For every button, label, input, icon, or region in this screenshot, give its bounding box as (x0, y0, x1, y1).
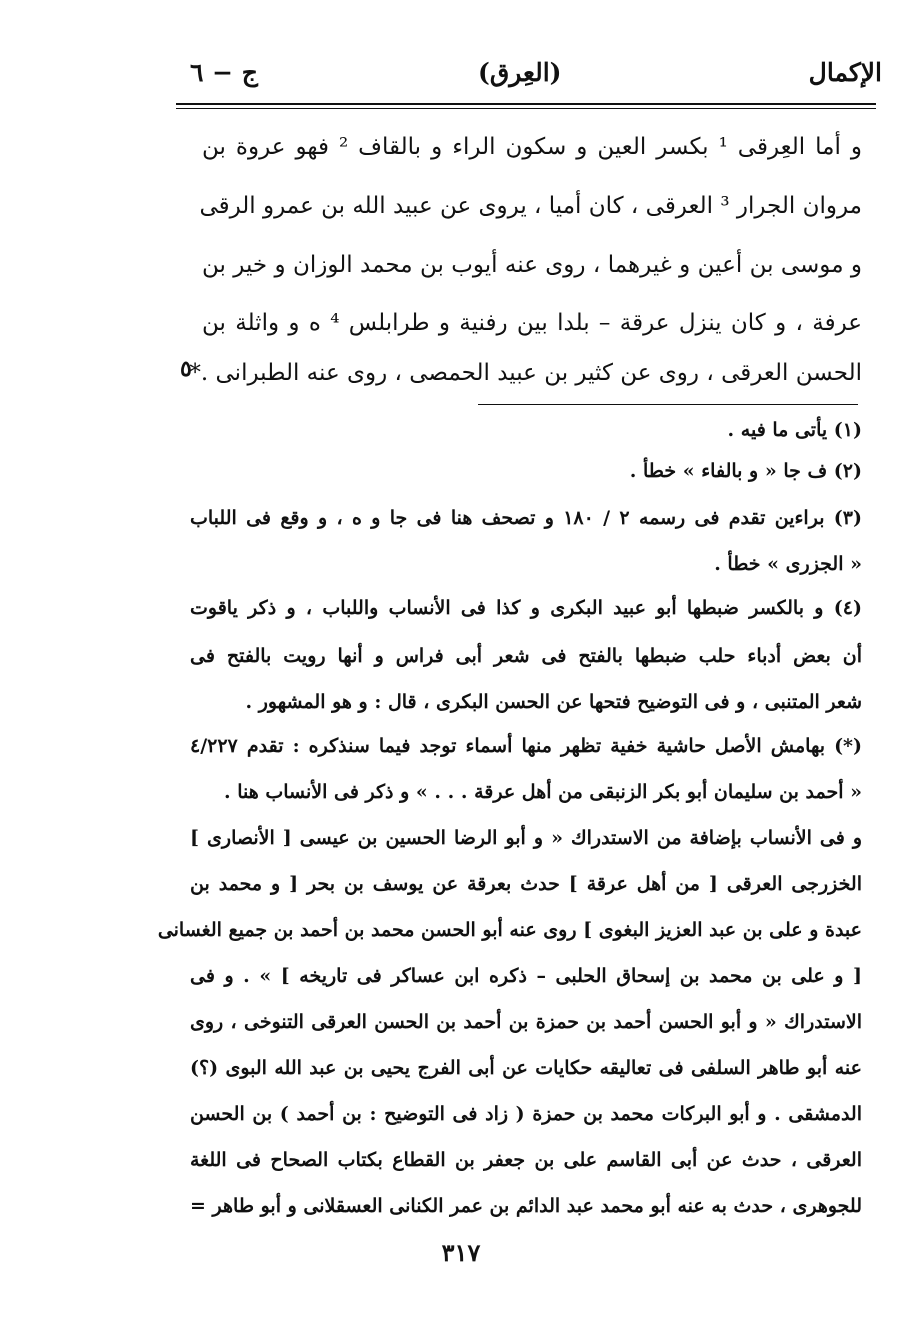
main-line-2: مروان الجرار ³ العرقى ، كان أميا ، يروى عن عبيد الله بن عمرو الرقى (199, 193, 862, 219)
main-line-3: و موسى بن أعين و غيرهما ، روى عنه أيوب بن محمد الوزان و خير بن (202, 252, 862, 278)
footnote-line: أن بعض أدباء حلب ضبطها بالفتح فى شعر أبى فراس و أنها رويت بالفتح فى (190, 645, 862, 667)
footnote-separator (478, 404, 858, 405)
page-number: ٣١٧ (441, 1238, 481, 1267)
footnote-line: الاستدراك « و أبو الحسن أحمد بن حمزة بن أحمد بن الحسن العرقى التنوخى ، روى (190, 1011, 862, 1033)
footnote-line: عبدة و على بن عبد العزيز البغوى ] روى عنه أبو الحسن محمد بن أحمد بن جميع الغسانى (157, 919, 862, 941)
header-left: ج − ٦ (190, 58, 258, 87)
main-line-1: و أما العِرقى ¹ بكسر العين و سكون الراء و بالقاف ² فهو عروة بن (202, 134, 862, 160)
main-line-5: الحسن العرقى ، روى عن كثير بن عبيد الحمصى ، روى عنه الطبرانى .* (189, 360, 862, 386)
footnote-line: شعر المتنبى ، و فى التوضيح فتحها عن الحسن البكرى ، قال : و هو المشهور . (245, 691, 862, 713)
main-line-4: عرفة ، و كان ينزل عرقة – بلدا بين رفنية و طرابلس ⁴ ه و واثلة بن (202, 310, 862, 336)
footnote-line: (*) بهامش الأصل حاشية خفية تظهر منها أسماء توجد فيما سنذكره : تقدم ٤/٢٢٧ (190, 735, 862, 757)
footnote-line: [ و على بن محمد بن إسحاق الحلبى – ذكره ابن عساكر فى تاريخه ] » . و فى (190, 965, 862, 987)
footnote-line: العرقى ، حدث عن أبى القاسم على بن جعفر بن القطاع بكتاب الصحاح فى اللغة (190, 1149, 862, 1171)
header-rule (176, 103, 876, 105)
margin-line-marker: ٥ (180, 356, 192, 382)
footnote-line: « أحمد بن سليمان أبو بكر الزنبقى من أهل عرقة . . . » و ذكر فى الأنساب هنا . (223, 781, 862, 803)
footnote-line: (٣) براءين تقدم فى رسمه ٢ / ١٨٠ و تصحف هنا فى جا و ه ، و وقع فى اللباب (190, 507, 863, 529)
footnote-line: (١) يأتى ما فيه . (727, 419, 862, 441)
header-center: (العِرق) (478, 58, 562, 87)
footnote-line: « الجزرى » خطأ . (714, 553, 862, 575)
footnote-line: للجوهرى ، حدث به عنه أبو محمد عبد الدائم بن عمر الكنانى العسقلانى و أبو طاهر = (190, 1195, 862, 1217)
header-right: الإكمال (808, 58, 882, 87)
footnote-line: الدمشقى . و أبو البركات محمد بن حمزة ( زاد فى التوضيح : بن أحمد ) بن الحسن (190, 1103, 862, 1125)
footnote-line: (٢) ف جا « و بالفاء » خطأ . (629, 460, 862, 482)
footnote-line: (٤) و بالكسر ضبطها أبو عبيد البكرى و كذا فى الأنساب واللباب ، و ذكر ياقوت (190, 597, 862, 619)
footnote-line: و فى الأنساب بإضافة من الاستدراك « و أبو الرضا الحسين بن عيسى [ الأنصارى ] (190, 827, 862, 849)
footnote-line: عنه أبو طاهر السلفى فى تعاليقه حكايات عن أبى الفرج يحيى بن عبد الله البوى (؟) (190, 1057, 862, 1079)
footnote-line: الخزرجى العرقى [ من أهل عرقة ] حدث بعرقة عن يوسف بن بحر [ و محمد بن (190, 873, 862, 895)
header-rule-thin (176, 108, 876, 109)
